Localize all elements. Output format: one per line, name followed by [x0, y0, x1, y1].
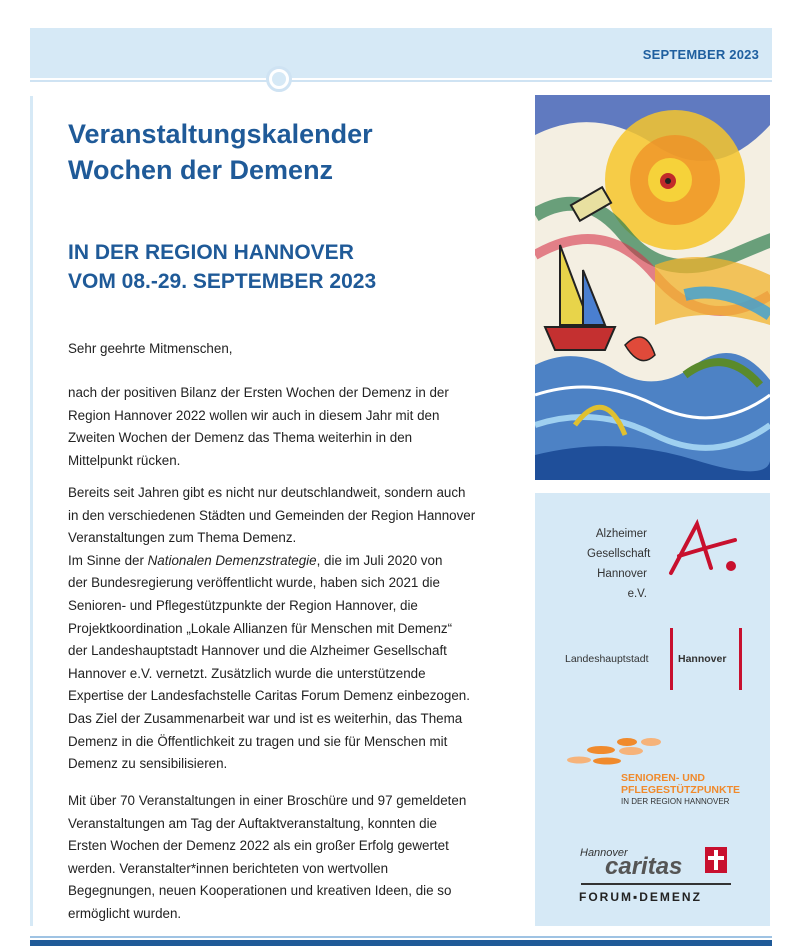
- alzheimer-line-3: Hannover e.V.: [597, 568, 647, 600]
- caritas-divider: [581, 883, 731, 885]
- paragraph-1: [68, 382, 523, 472]
- pflege-line-1: SENIOREN- UND: [621, 772, 706, 784]
- hannover-logo-bar-left: [670, 628, 673, 690]
- header-circle-ornament-inner: [272, 72, 286, 86]
- footer-rule-light: [30, 936, 772, 938]
- paragraph-line: Ersten Wochen der Demenz 2022 als ein großer Erfolg gewertet: [68, 838, 449, 854]
- subtitle-line-2: VOM 08.-29. SEPTEMBER 2023: [68, 270, 377, 293]
- paragraph-line: Expertise der Landesfachstelle Caritas Forum Demenz einbezogen.: [68, 688, 470, 704]
- greeting: Sehr geehrte Mitmenschen,: [68, 341, 233, 356]
- page-title: [68, 116, 373, 188]
- paragraph-line: Projektkoordination „Lokale Allianzen für Menschen mit Demenz“: [68, 620, 453, 636]
- paragraph-line: Zweiten Wochen der Demenz das Thema weiterhin in den: [68, 430, 413, 446]
- left-margin-rule: [30, 96, 33, 926]
- partner-logos-panel: [535, 493, 770, 926]
- pflege-line-2: PFLEGESTÜTZPUNKTE: [621, 784, 741, 796]
- caritas-top-label: Hannover: [580, 847, 628, 859]
- paragraph-line: Veranstaltungen zum Thema Demenz.: [68, 530, 297, 546]
- hannover-logo-bar-right: [739, 628, 742, 690]
- paragraph-2: [68, 482, 523, 776]
- forum-demenz-label: FORUM▪DEMENZ: [579, 890, 702, 904]
- abstract-painting-image: [535, 95, 770, 480]
- caritas-wordmark: caritas: [605, 853, 683, 880]
- page-subtitle: [68, 238, 376, 296]
- paragraph-line: werden. Veranstalter*innen berichteten von wertvollen: [68, 860, 389, 876]
- footer-rule: [30, 940, 772, 946]
- paragraph-line: Senioren- und Pflegestützpunkte der Region Hannover, die: [68, 597, 418, 613]
- paragraph-line: ermöglicht wurden.: [68, 905, 182, 921]
- pflege-line-3: IN DER REGION HANNOVER: [621, 797, 730, 806]
- paragraph-line: [68, 550, 523, 573]
- paragraph-line: Hannover e.V. vernetzt. Zusätzlich wurde die unterstützende: [68, 665, 426, 681]
- alzheimer-line-1: Alzheimer: [595, 528, 647, 540]
- paragraph-4: [68, 790, 523, 926]
- paragraph-line: Demenz in die Öffentlichkeit zu tragen und sie für Menschen mit: [68, 733, 448, 749]
- paragraph-line: Region Hannover 2022 wollen wir auch in diesem Jahr mit den: [68, 407, 440, 423]
- caritas-cross-icon: [705, 847, 727, 873]
- paragraph-line: der Bundesregierung veröffentlicht wurde, haben sich 2021 die: [68, 575, 440, 591]
- pflege-logo-text: [621, 772, 740, 808]
- pflege-logo-dots-icon: [565, 736, 675, 768]
- title-line-2: Wochen der Demenz: [68, 155, 334, 185]
- hannover-label: Hannover: [678, 653, 727, 665]
- paragraph-line: Demenz zu sensibilisieren.: [68, 756, 228, 772]
- alzheimer-logo-text: [587, 524, 651, 604]
- issue-date: SEPTEMBER 2023: [642, 47, 759, 62]
- paragraph-line: der Landeshauptstadt Hannover und die Alzheimer Gesellschaft: [68, 643, 447, 659]
- title-line-1: Veranstaltungskalender: [68, 119, 373, 149]
- paragraph-line: in den verschiedenen Städten und Gemeinden der Region Hannover: [68, 507, 476, 523]
- paragraph-line: Bereits seit Jahren gibt es nicht nur deutschlandweit, sondern auch: [68, 485, 466, 500]
- paragraph-line: Veranstaltungen am Tag der Auftaktveranstaltung, konnten die: [68, 815, 437, 831]
- paragraph-line: nach der positiven Bilanz der Ersten Wochen der Demenz in der: [68, 385, 449, 400]
- paragraph-line: Begegnungen, neuen Kooperationen und kreativen Ideen, die so: [68, 883, 452, 899]
- paragraph-line: Mit über 70 Veranstaltungen in einer Broschüre und 97 gemeldeten: [68, 793, 467, 808]
- strategy-name: Nationalen Demenzstrategie: [147, 552, 317, 568]
- text-span: , die im Juli 2020 von: [316, 552, 443, 568]
- alzheimer-line-2: Gesellschaft: [587, 548, 651, 560]
- alzheimer-logo-mark-icon: [665, 518, 745, 578]
- paragraph-line: Mittelpunkt rücken.: [68, 452, 181, 468]
- header-rule: [30, 80, 772, 82]
- text-span: Im Sinne der: [68, 552, 148, 568]
- paragraph-line: Das Ziel der Zusammenarbeit war und ist es weiterhin, das Thema: [68, 710, 463, 726]
- painting-artwork: [535, 95, 770, 480]
- landeshauptstadt-label: Landeshauptstadt: [565, 653, 649, 665]
- subtitle-line-1: IN DER REGION HANNOVER: [68, 241, 354, 264]
